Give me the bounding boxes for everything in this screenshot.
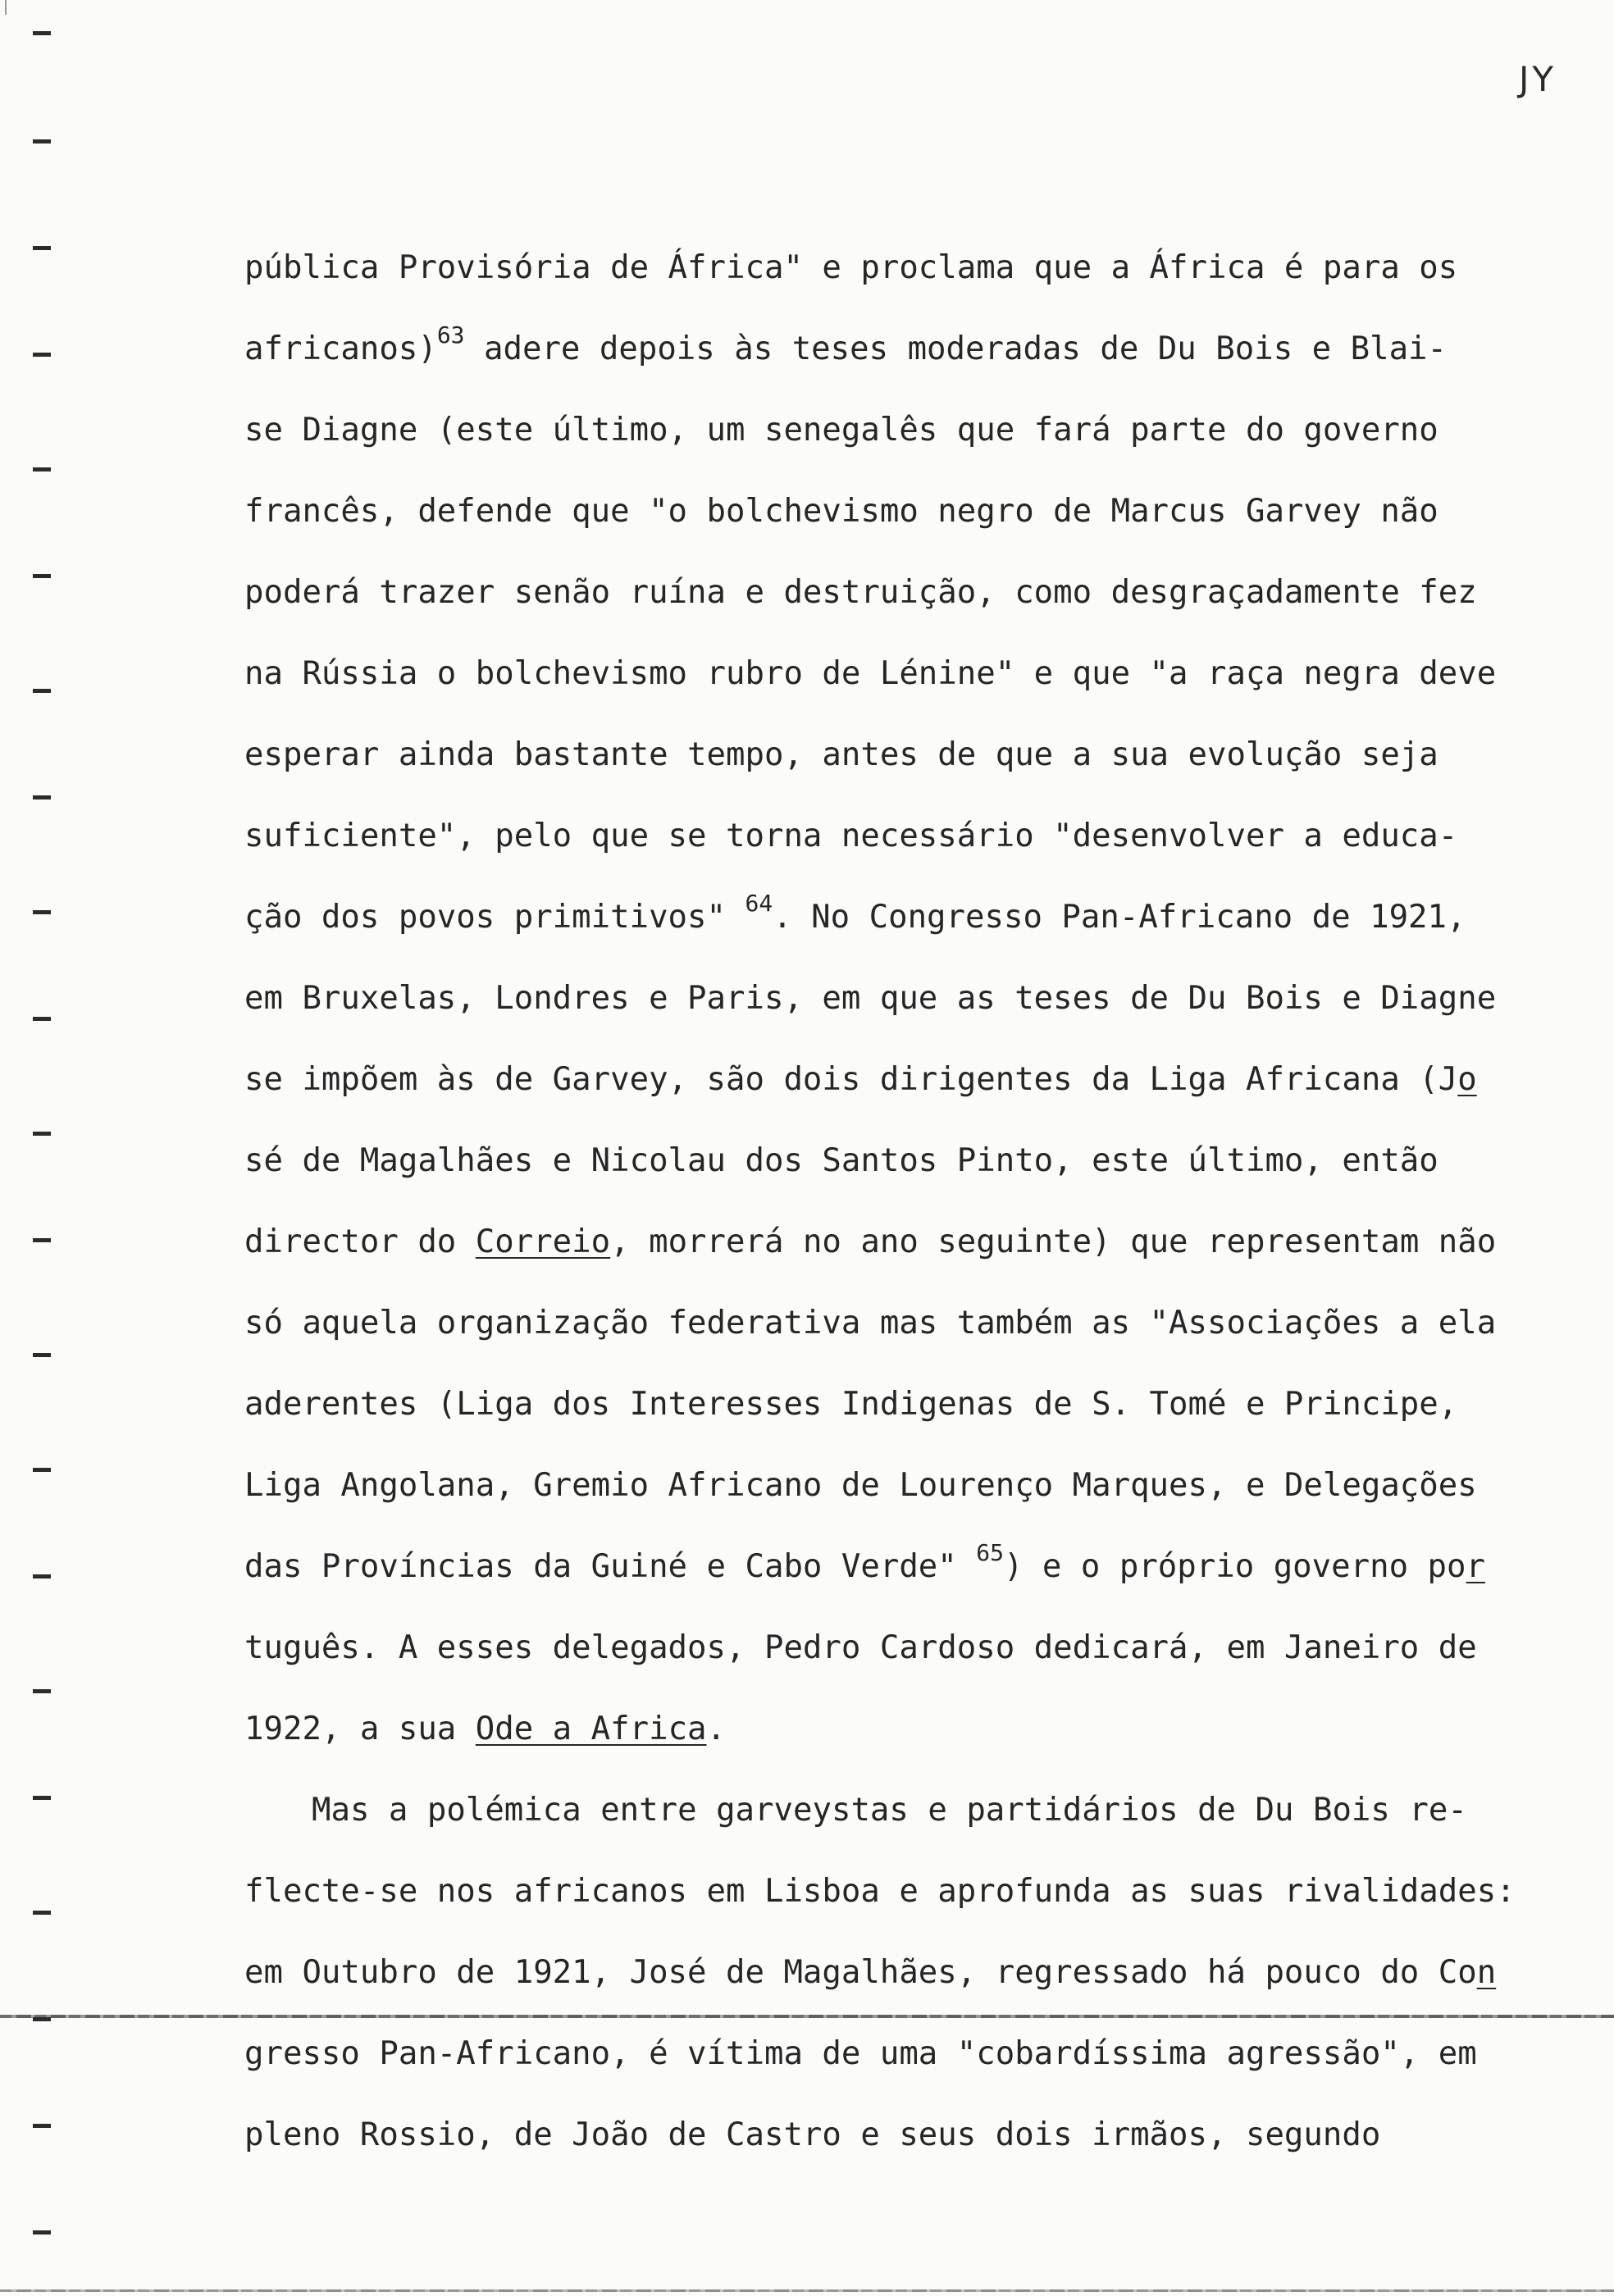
text-segment: tuguês. A esses delegados, Pedro Cardoso dedicará, em Janeiro de xyxy=(244,1629,1477,1666)
text-line xyxy=(244,1701,1573,1782)
page-number: JY xyxy=(1519,59,1557,99)
text-segment: ) e o próprio governo po xyxy=(1003,1548,1466,1585)
margin-tick xyxy=(33,1911,51,1915)
underlined-text: n xyxy=(1476,1954,1497,1991)
margin-tick xyxy=(33,574,51,578)
text-segment: sé de Magalhães e Nicolau dos Santos Pinto, este último, então xyxy=(244,1142,1438,1179)
text-line xyxy=(244,483,1573,564)
margin-tick xyxy=(33,910,51,914)
margin-tick xyxy=(33,1574,51,1578)
underlined-text: Correio xyxy=(475,1223,611,1260)
margin-tick xyxy=(33,246,51,250)
text-line xyxy=(244,889,1573,970)
scan-edge-mark xyxy=(5,0,7,15)
text-line xyxy=(244,727,1573,808)
underlined-text: o xyxy=(1457,1061,1477,1098)
text-line xyxy=(244,970,1573,1051)
margin-tick xyxy=(33,1689,51,1693)
text-segment: em Outubro de 1921, José de Magalhães, regressado há pouco do Co xyxy=(244,1954,1477,1991)
margin-tick xyxy=(33,1132,51,1136)
margin-tick xyxy=(33,2124,51,2128)
text-segment: gresso Pan-Africano, é vítima de uma "cobardíssima agressão", em xyxy=(244,2035,1477,2072)
footnote-ref: 64 xyxy=(745,890,773,917)
text-segment: . xyxy=(706,1711,727,1747)
margin-tick xyxy=(33,2017,51,2021)
margin-tick xyxy=(33,1017,51,1021)
body-text xyxy=(244,239,1573,2188)
text-segment: francês, defende que "o bolchevismo negro de Marcus Garvey não xyxy=(244,493,1438,530)
text-segment: . No Congresso Pan-Africano de 1921, xyxy=(773,899,1466,936)
margin-tick xyxy=(33,795,51,800)
text-segment: ção dos povos primitivos" xyxy=(244,899,745,936)
text-segment: flecte-se nos africanos em Lisboa e aprofunda as suas rivalidades: xyxy=(244,1873,1516,1910)
text-segment: adere depois às teses moderadas de Du Bois e Blai- xyxy=(464,330,1448,367)
text-segment: esperar ainda bastante tempo, antes de que a sua evolução seja xyxy=(244,736,1438,773)
text-line xyxy=(244,1944,1573,2025)
text-line xyxy=(244,239,1573,321)
text-line xyxy=(244,1051,1573,1132)
text-line xyxy=(244,1782,1573,1863)
scan-fold-line xyxy=(0,2015,1614,2018)
text-line xyxy=(244,1538,1573,1620)
margin-tick xyxy=(33,467,51,472)
footnote-ref: 65 xyxy=(976,1539,1004,1566)
text-segment: pleno Rossio, de João de Castro e seus dois irmãos, segundo xyxy=(244,2116,1381,2153)
text-segment: , morrerá no ano seguinte) que representam não xyxy=(610,1223,1497,1260)
text-segment: 1922, a sua xyxy=(244,1711,476,1747)
underlined-text: Ode a Africa xyxy=(475,1711,707,1747)
text-segment: suficiente", pelo que se torna necessário "desenvolver a educa- xyxy=(244,818,1458,854)
text-segment: africanos) xyxy=(244,330,437,367)
text-segment: só aquela organização federativa mas também as "Associações a ela xyxy=(244,1305,1497,1342)
text-line xyxy=(244,1620,1573,1701)
text-line xyxy=(244,1457,1573,1538)
margin-tick xyxy=(33,2230,51,2234)
underlined-text: r xyxy=(1466,1548,1485,1585)
text-segment: se impõem às de Garvey, são dois dirigentes da Liga Africana (J xyxy=(244,1061,1458,1098)
text-line xyxy=(244,808,1573,889)
margin-tick xyxy=(33,1468,51,1472)
margin-tick xyxy=(33,1796,51,1800)
text-line xyxy=(244,1376,1573,1457)
text-line xyxy=(244,645,1573,727)
text-segment: Mas a polémica entre garveystas e partidários de Du Bois re- xyxy=(312,1792,1467,1829)
text-line xyxy=(244,1214,1573,1295)
margin-tick xyxy=(33,353,51,357)
footnote-ref: 63 xyxy=(436,321,465,348)
text-line xyxy=(244,1863,1573,1944)
text-line xyxy=(244,402,1573,483)
text-line xyxy=(244,1295,1573,1376)
text-segment: se Diagne (este último, um senegalês que fará parte do governo xyxy=(244,412,1438,449)
text-line xyxy=(244,2107,1573,2188)
text-line xyxy=(244,2025,1573,2107)
margin-tick xyxy=(33,689,51,693)
text-segment: aderentes (Liga dos Interesses Indigenas de S. Tomé e Principe, xyxy=(244,1386,1458,1423)
margin-tick xyxy=(33,31,51,35)
text-segment: pública Provisória de África" e proclama que a África é para os xyxy=(244,249,1458,286)
margin-tick xyxy=(33,1238,51,1242)
text-segment: director do xyxy=(244,1223,476,1260)
text-line xyxy=(244,1132,1573,1214)
text-segment: poderá trazer senão ruína e destruição, como desgraçadamente fez xyxy=(244,574,1477,611)
text-segment: das Províncias da Guiné e Cabo Verde" xyxy=(244,1548,977,1585)
margin-tick xyxy=(33,1353,51,1357)
scan-bottom-edge xyxy=(0,2289,1614,2292)
text-segment: Liga Angolana, Gremio Africano de Lourenço Marques, e Delegações xyxy=(244,1467,1477,1504)
text-line xyxy=(244,564,1573,645)
text-line xyxy=(244,321,1573,402)
text-segment: na Rússia o bolchevismo rubro de Lénine" e que "a raça negra deve xyxy=(244,655,1497,692)
margin-tick xyxy=(33,139,51,144)
text-segment: em Bruxelas, Londres e Paris, em que as teses de Du Bois e Diagne xyxy=(244,980,1497,1017)
